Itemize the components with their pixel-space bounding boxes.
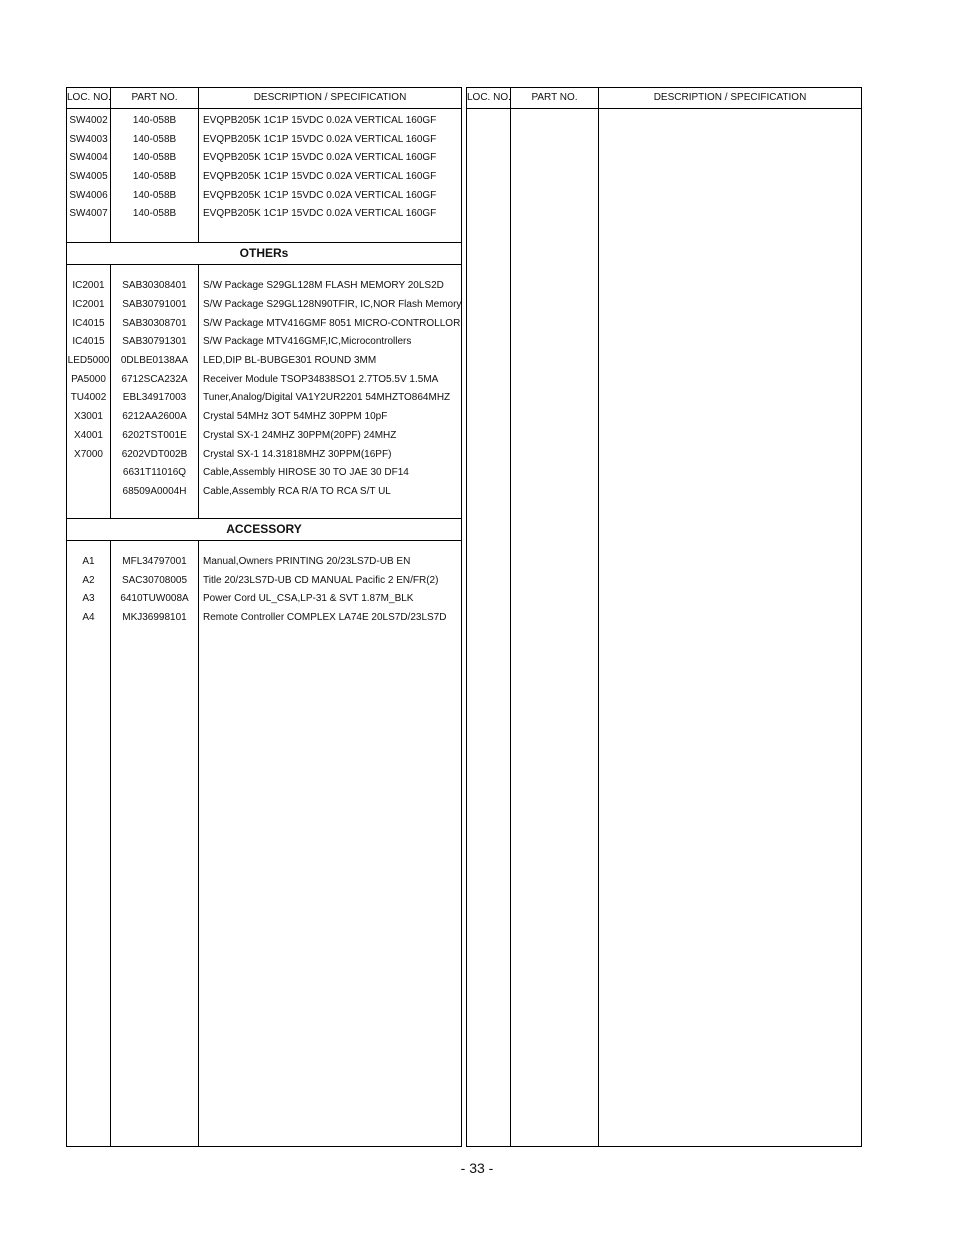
part-no: EBL34917003 (122, 392, 187, 403)
section-title: OTHERs (239, 246, 289, 260)
table-row (67, 168, 461, 186)
description: S/W Package S29GL128M FLASH MEMORY 20LS2D (203, 280, 444, 291)
header-loc-no: LOC. NO. (67, 92, 111, 103)
column-divider (510, 88, 511, 1146)
table-row (67, 352, 461, 370)
description: EVQPB205K 1C1P 15VDC 0.02A VERTICAL 160GF (203, 115, 437, 126)
part-no: SAB30791001 (122, 299, 187, 310)
description: S/W Package MTV416GMF,IC,Microcontrollers (203, 336, 412, 347)
loc-no: A1 (82, 556, 95, 567)
header-loc-no: LOC. NO. (467, 92, 511, 103)
part-no: SAB30791301 (122, 336, 187, 347)
table-row (67, 609, 461, 627)
table-row (67, 553, 461, 571)
description: Title 20/23LS7D-UB CD MANUAL Pacific 2 EN/FR(2) (203, 575, 439, 586)
table-row (67, 446, 461, 464)
description: LED,DIP BL-BUBGE301 ROUND 3MM (203, 355, 377, 366)
table-row (67, 572, 461, 590)
loc-no: SW4004 (69, 152, 108, 163)
loc-no: SW4006 (69, 190, 108, 201)
section-accessory (67, 518, 461, 541)
description: Remote Controller COMPLEX LA74E 20LS7D/23LS7D (203, 612, 447, 623)
part-no: SAB30308401 (122, 280, 187, 291)
loc-no: IC2001 (72, 280, 105, 291)
description: Tuner,Analog/Digital VA1Y2UR2201 54MHZTO864MHZ (203, 392, 451, 403)
table-row (67, 483, 461, 501)
table-row (67, 131, 461, 149)
table-row (67, 112, 461, 130)
part-no: 140-058B (132, 190, 177, 201)
column-divider (198, 540, 199, 1146)
part-no: 6410TUW008A (120, 593, 189, 604)
description: S/W Package MTV416GMF 8051 MICRO-CONTROLLOR (203, 318, 461, 329)
header-description: DESCRIPTION / SPECIFICATION (653, 92, 807, 103)
part-no: 6712SCA232A (121, 374, 188, 385)
section-others (67, 242, 461, 265)
description: EVQPB205K 1C1P 15VDC 0.02A VERTICAL 160GF (203, 208, 437, 219)
column-divider (110, 540, 111, 1146)
part-no: 6631T11016Q (122, 467, 187, 478)
table-row (67, 333, 461, 351)
part-no: 140-058B (132, 134, 177, 145)
table-row (67, 149, 461, 167)
page-number: - 33 - (460, 1160, 494, 1176)
description: Crystal SX-1 24MHZ 30PPM(20PF) 24MHZ (203, 430, 397, 441)
table-row (67, 389, 461, 407)
part-no: 140-058B (132, 115, 177, 126)
part-no: 6202VDT002B (121, 449, 188, 460)
description: S/W Package S29GL128N90TFIR, IC,NOR Flash Memory (203, 299, 462, 310)
loc-no: TU4002 (70, 392, 107, 403)
loc-no: A2 (82, 575, 95, 586)
loc-no: IC2001 (72, 299, 105, 310)
description: EVQPB205K 1C1P 15VDC 0.02A VERTICAL 160GF (203, 171, 437, 182)
description: EVQPB205K 1C1P 15VDC 0.02A VERTICAL 160GF (203, 152, 437, 163)
part-no: 0DLBE0138AA (120, 355, 189, 366)
loc-no: SW4005 (69, 171, 108, 182)
loc-no: SW4007 (69, 208, 108, 219)
column-divider (598, 88, 599, 1146)
description: Power Cord UL_CSA,LP-31 & SVT 1.87M_BLK (203, 593, 414, 604)
table-row (67, 315, 461, 333)
loc-no: PA5000 (71, 374, 106, 385)
parts-table-left (66, 87, 462, 1147)
table-row (67, 408, 461, 426)
loc-no: A4 (82, 612, 95, 623)
parts-table-right (466, 87, 862, 1147)
part-no: 6212AA2600A (122, 411, 187, 422)
loc-no: X7000 (74, 449, 103, 460)
part-no: 140-058B (132, 152, 177, 163)
header-part-no: PART NO. (531, 92, 578, 103)
loc-no: A3 (82, 593, 95, 604)
part-no: 140-058B (132, 208, 177, 219)
description: Crystal SX-1 14.31818MHZ 30PPM(16PF) (203, 449, 392, 460)
header-part-no: PART NO. (131, 92, 178, 103)
description: Receiver Module TSOP34838SO1 2.7TO5.5V 1.5MA (203, 374, 439, 385)
loc-no: IC4015 (72, 336, 105, 347)
table-row (67, 187, 461, 205)
table-row (67, 296, 461, 314)
table-row (67, 427, 461, 445)
loc-no: IC4015 (72, 318, 105, 329)
loc-no: X4001 (74, 430, 103, 441)
part-no: SAC30708005 (121, 575, 188, 586)
description: Manual,Owners PRINTING 20/23LS7D-UB EN (203, 556, 411, 567)
part-no: 6202TST001E (122, 430, 187, 441)
loc-no: SW4003 (69, 134, 108, 145)
description: Cable,Assembly HIROSE 30 TO JAE 30 DF14 (203, 467, 409, 478)
table-row (67, 277, 461, 295)
header-rule (67, 108, 461, 109)
section-title: ACCESSORY (226, 522, 302, 536)
part-no: SAB30308701 (122, 318, 187, 329)
part-no: MKJ36998101 (122, 612, 187, 623)
part-no: 68509A0004H (122, 486, 187, 497)
description: Cable,Assembly RCA R/A TO RCA S/T UL (203, 486, 391, 497)
table-row (67, 371, 461, 389)
table-row (67, 464, 461, 482)
table-row (67, 205, 461, 223)
part-no: MFL34797001 (122, 556, 187, 567)
header-description: DESCRIPTION / SPECIFICATION (253, 92, 407, 103)
loc-no: LED5000 (67, 355, 110, 366)
description: EVQPB205K 1C1P 15VDC 0.02A VERTICAL 160GF (203, 190, 437, 201)
part-no: 140-058B (132, 171, 177, 182)
header-rule (467, 108, 861, 109)
description: Crystal 54MHz 3OT 54MHZ 30PPM 10pF (203, 411, 388, 422)
loc-no: X3001 (74, 411, 103, 422)
table-row (67, 590, 461, 608)
description: EVQPB205K 1C1P 15VDC 0.02A VERTICAL 160GF (203, 134, 437, 145)
loc-no: SW4002 (69, 115, 108, 126)
